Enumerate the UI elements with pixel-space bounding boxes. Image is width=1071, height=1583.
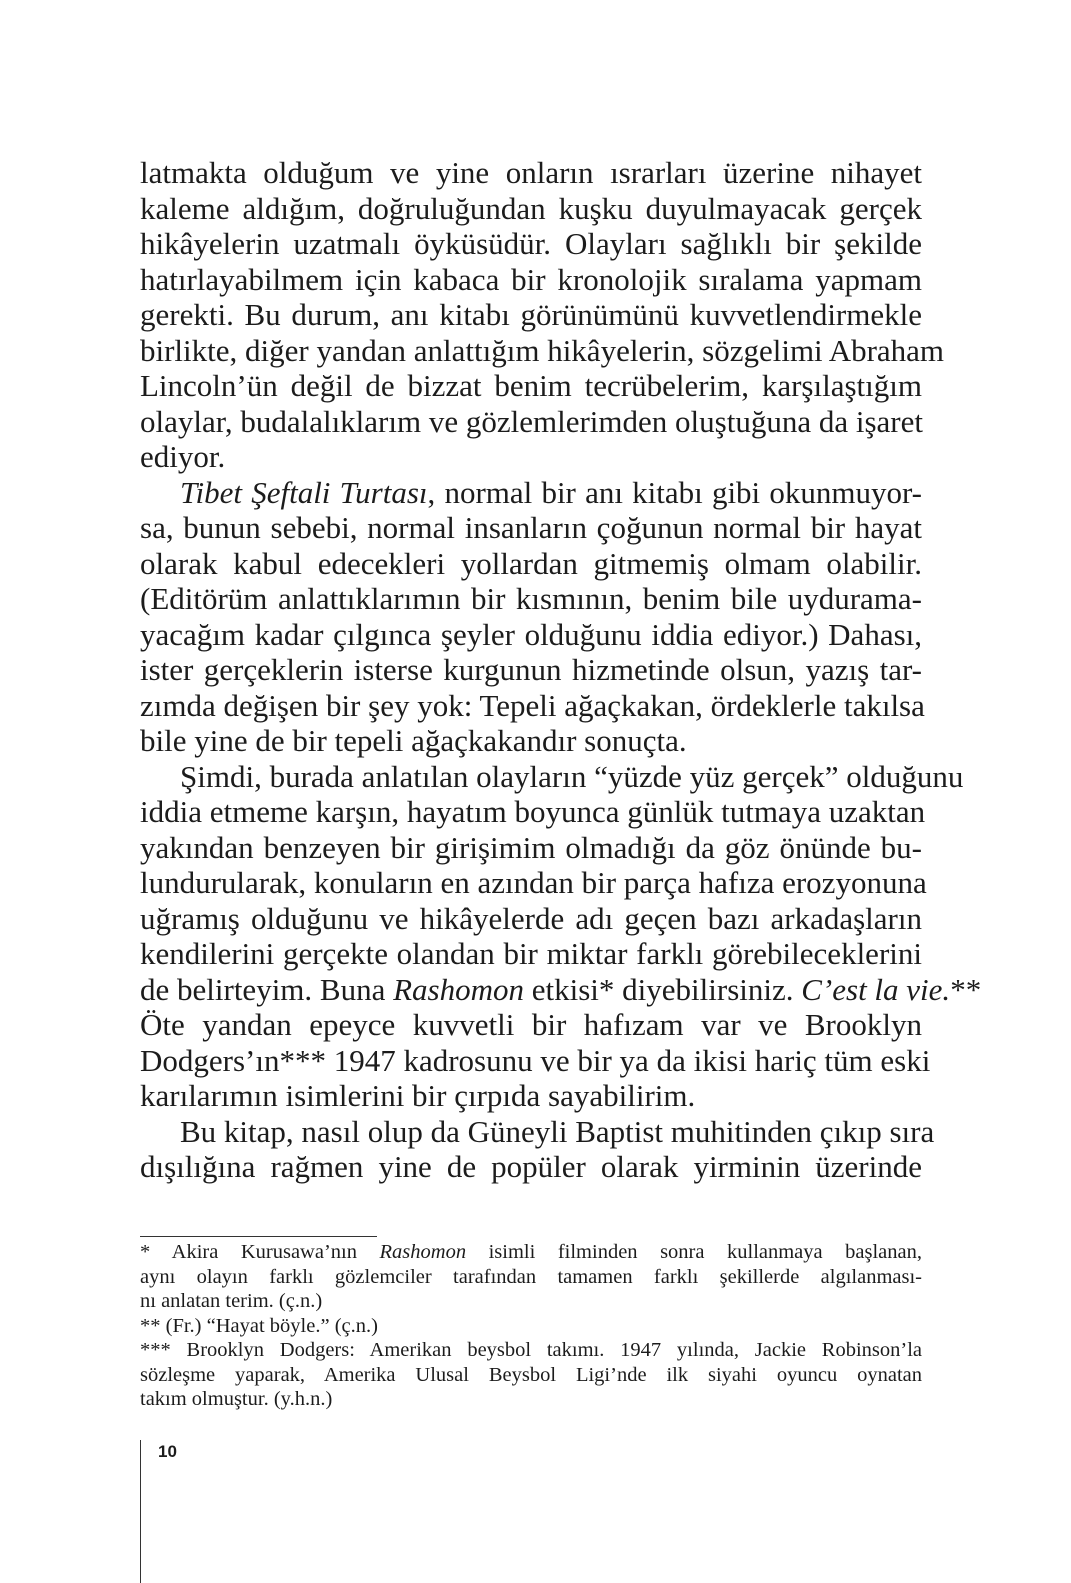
book-title-italic: Tibet Şeftali Turtası (180, 474, 428, 510)
body-line: ister gerçeklerin isterse kurgunun hizmetinde olsun, yazış tar- (140, 652, 922, 687)
body-line (140, 971, 982, 1008)
body-line (140, 475, 922, 511)
body-line: olarak kabul edecekleri yollardan gitmemiş olmam olabilir. (140, 545, 922, 581)
body-line: yakından benzeyen bir girişimim olmadığı da göz önünde bu- (140, 829, 922, 865)
page-number: 10 (158, 1442, 177, 1461)
film-title-italic: Rashomon (393, 971, 524, 1007)
body-line: bile yine de bir tepeli ağaçkakandır sonuçta. (140, 723, 687, 758)
body-line: Bu kitap, nasıl olup da Güneyli Baptist muhitinden çıkıp sıra (180, 1113, 935, 1149)
footnote-italic: Rashomon (379, 1241, 467, 1263)
body-line: gerekti. Bu durum, anı kitabı görünümünü kuvvetlendirmekle (140, 297, 922, 332)
body-line-rest: , normal bir anı kitabı gibi okunmuyor- (427, 474, 922, 510)
body-line: dışılığına rağmen yine de popüler olarak yirminin üzerinde (140, 1149, 922, 1184)
body-line: uğramış olduğunu ve hikâyelerde adı geçen bazı arkadaşların (140, 900, 922, 936)
body-line: sa, bunun sebebi, normal insanların çoğunun normal bir hayat (140, 510, 922, 545)
footnote-line: takım olmuştur. (y.h.n.) (140, 1388, 333, 1410)
body-line-end: ** (950, 971, 982, 1007)
body-line: kaleme aldığım, doğruluğundan kuşku duyulmayacak gerçek (140, 190, 922, 226)
body-line: hatırlayabilmem için kabaca bir kronolojik sıralama yapmam (140, 261, 922, 297)
body-line: Lincoln’ün değil de bizzat benim tecrübelerim, karşılaştığım (140, 368, 922, 403)
page-margin-rule (140, 1440, 141, 1583)
body-line: lundurularak, konuların en azından bir parça hafıza erozyonuna (140, 865, 927, 900)
body-line: karılarımın isimlerini bir çırpıda sayabilirim. (140, 1078, 696, 1113)
body-line: yacağım kadar çılgınca şeyler olduğunu iddia ediyor.) Dahası, (140, 616, 922, 652)
body-line: latmakta olduğum ve yine onların ısrarları üzerine nihayet (140, 155, 922, 190)
body-line: zımda değişen bir şey yok: Tepeli ağaçkakan, ördeklerle takılsa (140, 687, 925, 723)
footnote-line: sözleşme yaparak, Amerika Ulusal Beysbol Ligi’nde ilk siyahi oyuncu oynatan (140, 1363, 922, 1386)
footnote-divider (140, 1236, 377, 1237)
footnote-line: aynı olayın farklı gözlemciler tarafından tamamen farklı şekillerde algılanması- (140, 1265, 922, 1288)
body-line-start: de belirteyim. Buna (140, 971, 394, 1007)
footnote-line: ** (Fr.) “Hayat böyle.” (ç.n.) (140, 1314, 378, 1337)
body-line-mid: etkisi* diyebilirsiniz. (524, 971, 802, 1007)
footnote-line (140, 1240, 922, 1265)
body-line: Şimdi, burada anlatılan olayların “yüzde yüz gerçek” olduğunu (180, 758, 964, 794)
footnote-line: nı anlatan terim. (ç.n.) (140, 1290, 323, 1312)
body-text (140, 155, 982, 1185)
body-line: hikâyelerin uzatmalı öyküsüdür. Olayları sağlıklı bir şekilde (140, 226, 922, 261)
body-line: Dodgers’ın*** 1947 kadrosunu ve bir ya da ikisi hariç tüm eski (140, 1042, 931, 1078)
body-line: kendilerini gerçekte olandan bir miktar farklı görebileceklerini (140, 936, 922, 971)
body-line: ediyor. (140, 439, 226, 474)
body-line: birlikte, diğer yandan anlattığım hikâyelerin, sözgelimi Abraham (140, 332, 945, 368)
footnotes (140, 1240, 922, 1412)
body-line: (Editörüm anlattıklarımın bir kısmının, benim bile uydurama- (140, 581, 922, 616)
footnote-line: *** Brooklyn Dodgers: Amerikan beysbol takımı. 1947 yılında, Jackie Robinson’la (140, 1339, 922, 1361)
french-phrase-italic: C’est la vie. (801, 971, 951, 1007)
body-line: Öte yandan epeyce kuvvetli bir hafızam var ve Brooklyn (140, 1007, 922, 1042)
body-line: olaylar, budalalıklarım ve gözlemlerimden oluştuğuna da işaret (140, 403, 923, 439)
body-line: iddia etmeme karşın, hayatım boyunca günlük tutmaya uzaktan (140, 794, 926, 829)
footnote-end: isimli filminden sonra kullanmaya başlanan, (466, 1241, 922, 1263)
footnote-start: * Akira Kurusawa’nın (140, 1241, 380, 1263)
